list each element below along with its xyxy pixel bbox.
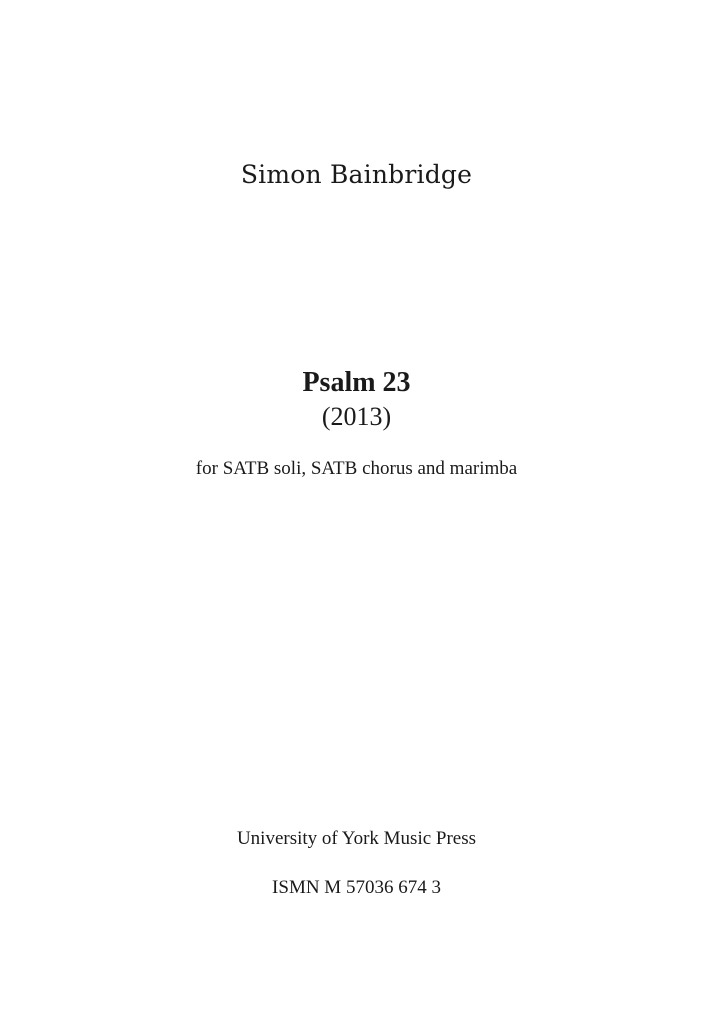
composer-name: Simon Bainbridge — [240, 160, 473, 189]
composition-year: (2013) — [321, 402, 392, 431]
instrumentation: for SATB soli, SATB chorus and marimba — [195, 458, 518, 479]
work-title: Psalm 23 — [302, 367, 411, 398]
publisher-name: University of York Music Press — [236, 828, 477, 849]
ismn-number: ISMN M 57036 674 3 — [272, 877, 441, 898]
